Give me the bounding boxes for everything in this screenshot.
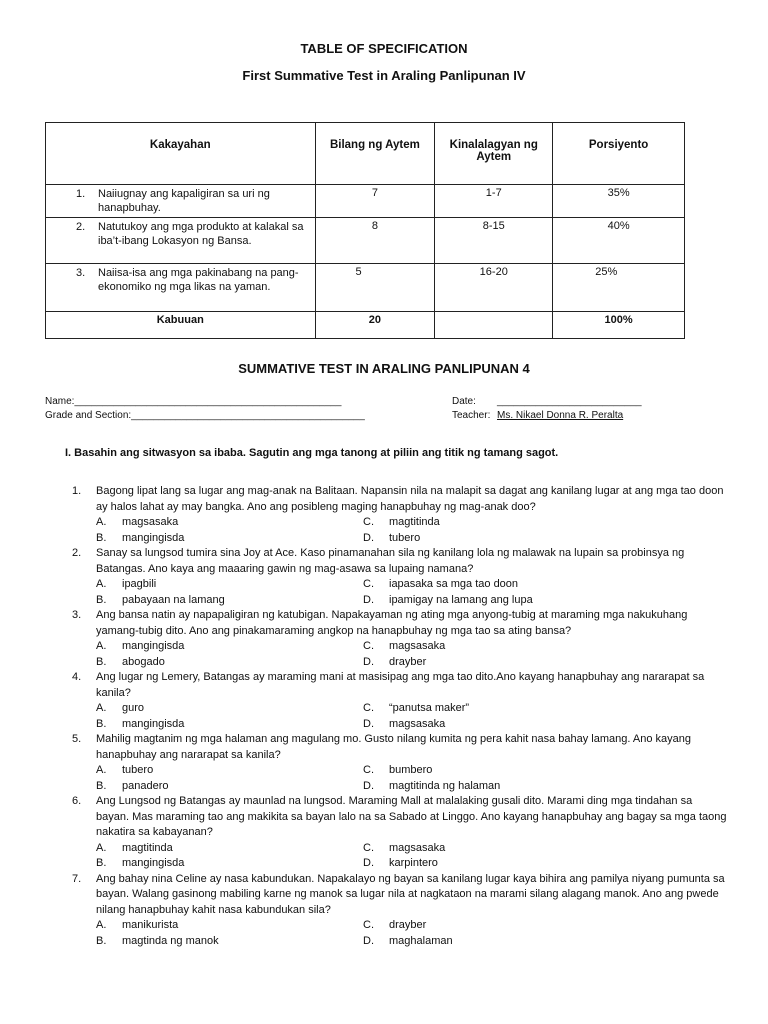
question-text: Sanay sa lungsod tumira sina Joy at Ace. Kaso pinamanahan sila ng kanilang lola ng malawak na lupain sa probinsya ng Batangas. Ano kaya ang maaaring gawin ng mag-asawa sa lupaing namana? [96,547,685,575]
question-text: Ang bansa natin ay napapaligiran ng katubigan. Napakayaman ng ating mga anyong-tubig at maraming mga nakukuhang yamang-tubig dito. Ano ang pinakamaraming angkop na hanapbuhay ng mga tao sa ating bansa? [96,609,688,637]
row-number: 3. [76,267,86,279]
choice-list [96,763,728,794]
percent-cell: 25% [553,264,685,312]
choice-b[interactable]: B. abogado [96,655,165,668]
placement-cell: 1-7 [435,185,553,218]
total-items: 20 [315,312,435,339]
choice-b[interactable]: B. mangingisda [96,717,185,730]
instruction-text: I. Basahin ang sitwasyon sa ibaba. Sagutin ang mga tanong at piliin ang titik ng tamang sagot. [65,447,559,459]
percent-cell: 35% [553,185,685,218]
question-number: 6. [72,795,82,807]
items-cell: 5 [315,264,435,312]
table-row [46,185,685,218]
placement-cell: 8-15 [435,218,553,264]
choice-c[interactable]: C. magtitinda [363,516,440,528]
specification-table [45,122,685,339]
skill-cell [46,218,316,264]
skill-text: Naiiugnay ang kapaligiran sa uri ng hanapbuhay. [98,188,270,214]
question-text: Ang lugar ng Lemery, Batangas ay maraming mani at masisipag ang mga tao dito.Ano kayang hanapbuhay ang nararapat sa kanila? [96,671,705,699]
total-placement [435,312,553,339]
document-title: TABLE OF SPECIFICATION [300,41,468,56]
test-title: SUMMATIVE TEST IN ARALING PANLIPUNAN 4 [238,361,530,376]
choice-list [96,918,728,949]
choice-c[interactable]: C. bumbero [363,764,433,776]
choice-a[interactable]: A. ipagbili [96,578,157,590]
choice-c[interactable]: C. magsasaka [363,640,446,652]
date-label: Date: [452,396,476,407]
choice-d[interactable]: D. maghalaman [363,934,453,947]
skill-cell [46,264,316,312]
column-header: Kinalalagyan ng Aytem [435,123,553,185]
choice-a[interactable]: A. magtitinda [96,841,173,854]
question-item [68,732,728,794]
row-number: 1. [76,188,86,200]
question-list [68,484,728,949]
choice-a[interactable]: A. guro [96,702,145,714]
skill-text: Naiisa-isa ang mga pakinabang na pang-ekonomiko ng mga likas na yaman. [98,267,299,293]
date-field[interactable]: __________________________ [497,396,642,407]
document-subtitle: First Summative Test in Araling Panlipunan IV [242,68,526,83]
question-item [68,608,728,670]
grade-section-field[interactable]: Grade and Section:__________________________________________ [45,410,365,421]
table-row [46,264,685,312]
question-number: 3. [72,609,82,621]
choice-d[interactable]: D. magsasaka [363,717,446,730]
choice-c[interactable]: C. magsasaka [363,841,446,854]
question-number: 2. [72,547,82,559]
choice-b[interactable]: B. mangingisda [96,531,185,544]
column-header: Bilang ng Aytem [315,123,435,185]
question-item [68,546,728,608]
row-number: 2. [76,221,86,233]
choice-b[interactable]: B. mangingisda [96,857,185,869]
choice-c[interactable]: C. “panutsa maker” [363,702,470,714]
table-header-row [46,123,685,185]
choice-list [96,841,728,872]
choice-a[interactable]: A. mangingisda [96,640,185,652]
percent-cell: 40% [553,218,685,264]
question-number: 1. [72,485,82,497]
items-cell: 8 [315,218,435,264]
choice-c[interactable]: C. drayber [363,919,427,931]
question-text: Mahilig magtanim ng mga halaman ang magulang mo. Gusto nilang kumita ng pera kahit nasa bahay lamang. Ano kayang hanapbuhay ang nararapat sa kanila? [96,733,691,761]
items-cell: 7 [315,185,435,218]
question-text: Bagong lipat lang sa lugar ang mag-anak na Balitaan. Napansin nila na malapit sa dagat ang kanilang lugar at ang mga tao doon ay halos lahat ay may bangka. Ano ang posibleng maging hanapbuhay ng mag-anak doo? [96,485,724,513]
choice-a[interactable]: A. magsasaka [96,516,179,528]
name-field[interactable]: Name:________________________________________________ [45,396,342,407]
choice-list [96,701,728,732]
question-number: 7. [72,872,82,885]
question-text: Ang bahay nina Celine ay nasa kabundukan. Napakalayo ng bayan sa kanilang lugar kaya bihira ang pamilya niyang pumunta sa bayan. Walang gasinong mabiling karne ng manok sa lugar nila at nagkataon na marami silang alagang manok. Ano ang pwede nilang hanapbuhay kahit nasa kabundukan sila? [96,872,725,916]
teacher-name: Ms. Nikael Donna R. Peralta [497,410,624,421]
choice-b[interactable]: B. pabayaan na lamang [96,593,225,606]
table-row [46,218,685,264]
question-item [68,484,728,546]
teacher-label: Teacher: [452,410,491,421]
choice-d[interactable]: D. drayber [363,655,427,668]
question-number: 4. [72,671,82,683]
choice-d[interactable]: D. tubero [363,531,421,544]
choice-list [96,639,728,670]
total-percent: 100% [553,312,685,339]
question-number: 5. [72,733,82,745]
choice-list [96,515,728,546]
choice-d[interactable]: D. karpintero [363,857,438,869]
question-item [68,670,728,732]
question-item [68,872,728,950]
choice-b[interactable]: B. magtinda ng manok [96,934,219,947]
skill-cell [46,185,316,218]
choice-d[interactable]: D. ipamigay na lamang ang lupa [363,593,533,606]
column-header: Kakayahan [46,123,316,185]
choice-c[interactable]: C. iapasaka sa mga tao doon [363,578,519,590]
skill-text: Natutukoy ang mga produkto at kalakal sa iba’t-ibang Lokasyon ng Bansa. [98,221,304,247]
column-header: Porsiyento [553,123,685,185]
choice-list [96,577,728,608]
placement-cell: 16-20 [435,264,553,312]
question-text: Ang Lungsod ng Batangas ay maunlad na lungsod. Maraming Mall at malalaking gusali dito. Marami ding mga tindahan sa bayan. Mas maraming tao ang makikita sa bayan lalo na sa Sabado at Linggo. Ano kayang hanapbuhay ang bagay sa mga taong nakatira sa kabayanan? [96,795,727,838]
choice-b[interactable]: B. panadero [96,779,169,792]
total-row [46,312,685,339]
total-label: Kabuuan [46,312,316,339]
choice-d[interactable]: D. magtitinda ng halaman [363,779,501,792]
question-item [68,794,728,872]
choice-a[interactable]: A. tubero [96,764,154,776]
choice-a[interactable]: A. manikurista [96,919,179,931]
